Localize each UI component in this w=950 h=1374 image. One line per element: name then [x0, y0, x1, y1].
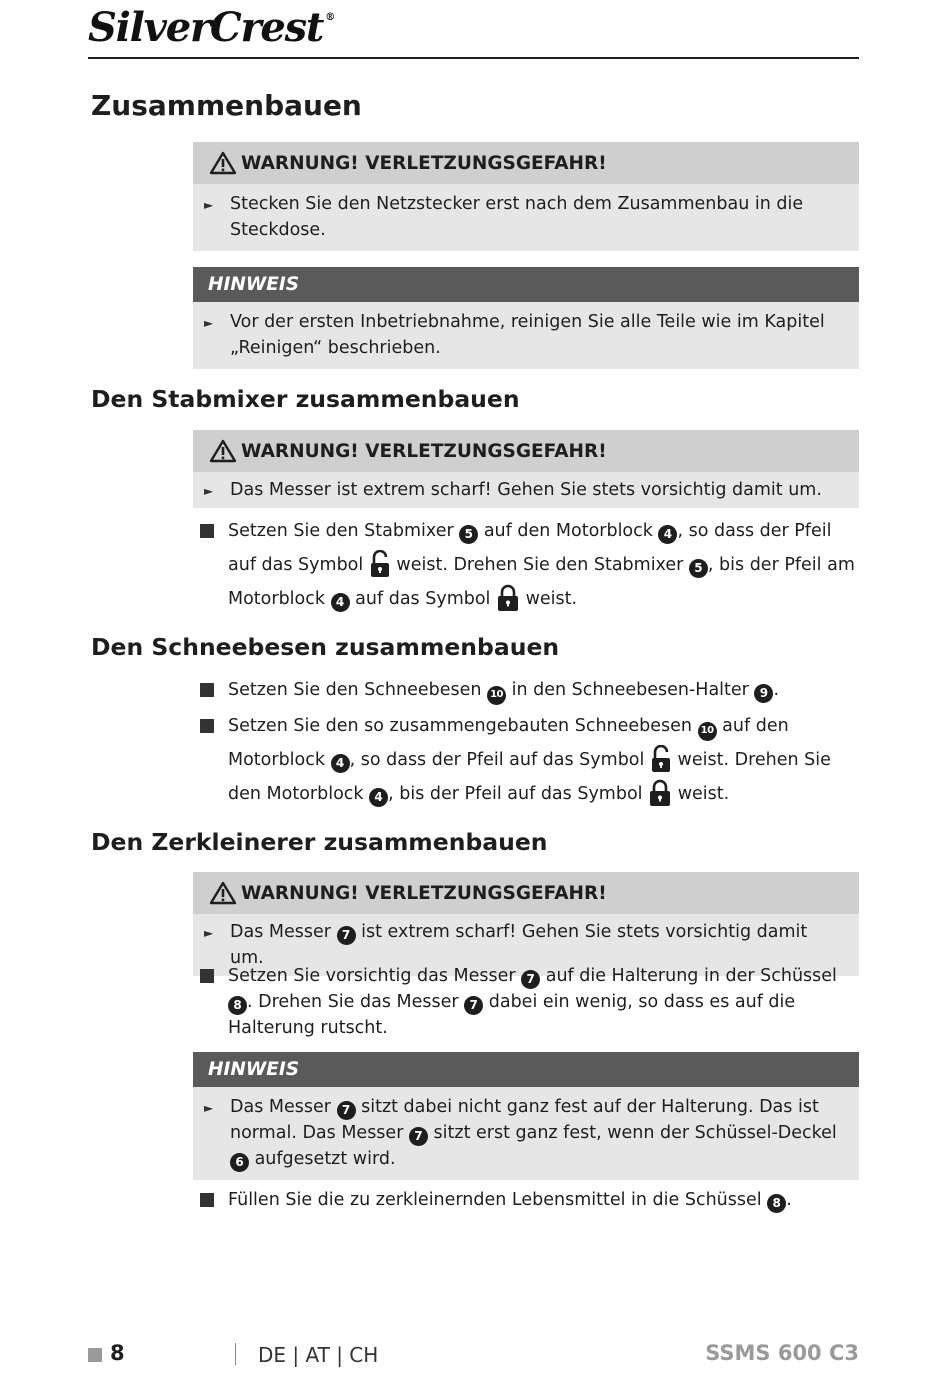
footer-divider [235, 1343, 236, 1365]
part-number-badge: 10 [487, 686, 506, 705]
part-number-badge: 7 [521, 970, 540, 989]
arrow-icon: ► [204, 316, 214, 330]
arrow-icon: ► [204, 926, 214, 940]
warning-body: ► Das Messer 7 ist extrem scharf! Gehen Sie stets vorsichtig damit um. [204, 922, 808, 968]
part-number-badge: 5 [689, 559, 708, 578]
warning-box [193, 872, 859, 976]
warning-header [193, 142, 859, 184]
note-box [193, 1052, 859, 1180]
arrow-icon: ► [204, 198, 214, 212]
warning-header [193, 430, 859, 472]
part-number-badge: 6 [230, 1153, 249, 1172]
header-rule [88, 57, 859, 59]
part-number-badge: 4 [658, 525, 677, 544]
arrow-icon: ► [204, 484, 214, 498]
model-number: SSMS 600 C3 [705, 1341, 859, 1365]
warning-header [193, 872, 859, 914]
instruction-text: Setzen Sie den so zusammengebauten Schneebesen 10 auf den Motorblock 4 , so dass der Pfeil auf das Symbol weist. Drehen Sie den Motorblock 4 , bis der Pfeil auf das Symbol weist. [228, 709, 860, 811]
instruction-text: Füllen Sie die zu zerkleinernden Lebensmittel in die Schüssel 8 . [228, 1187, 860, 1213]
warning-title: WARNUNG! VERLETZUNGSGEFAHR! [241, 152, 607, 174]
list-item [200, 963, 860, 1041]
part-number-badge: 9 [754, 684, 773, 703]
part-number-badge: 4 [331, 754, 350, 773]
brand-name: SilverCrest [88, 4, 324, 51]
warning-box [193, 142, 859, 251]
part-number-badge: 4 [331, 593, 350, 612]
note-box [193, 267, 859, 369]
instruction-text: Setzen Sie den Schneebesen 10 in den Schneebesen-Halter 9 . [228, 673, 860, 707]
footer-square [88, 1348, 102, 1362]
page-title: Zusammenbauen [91, 89, 362, 122]
part-number-badge: 8 [767, 1194, 786, 1213]
instruction-text: Setzen Sie den Stabmixer 5 auf den Motorblock 4 , so dass der Pfeil auf das Symbol weist. Drehen Sie den Stabmixer 5 , bis der Pfeil am Motorblock 4 auf das Symbol weist. [228, 514, 860, 616]
list-item [200, 709, 860, 811]
locked-padlock-icon [496, 584, 520, 612]
part-number-badge: 7 [464, 996, 483, 1015]
warning-triangle-icon [209, 439, 237, 463]
warning-body [193, 472, 859, 508]
part-number-badge: 4 [369, 788, 388, 807]
note-header: HINWEIS [193, 267, 859, 302]
page-footer [88, 1340, 859, 1370]
bullet-square [200, 969, 214, 983]
bullet-square [200, 719, 214, 733]
bullet-square [200, 683, 214, 697]
instruction-text: Setzen Sie vorsichtig das Messer 7 auf die Halterung in der Schüssel 8 . Drehen Sie das Messer 7 dabei ein wenig, so dass es auf die Halterung rutscht. [228, 966, 837, 1038]
note-body [193, 302, 859, 369]
warning-triangle-icon [209, 881, 237, 905]
part-number-badge: 7 [337, 1101, 356, 1120]
registered-mark: ® [325, 12, 335, 23]
warning-triangle-icon [209, 151, 237, 175]
warning-text: Stecken Sie den Netzstecker erst nach dem Zusammenbau in die Steckdose. [230, 194, 804, 240]
warning-text: Das Messer ist extrem scharf! Gehen Sie stets vorsichtig damit um. [230, 480, 822, 500]
note-header: HINWEIS [193, 1052, 859, 1087]
locked-padlock-icon [648, 779, 672, 807]
bullet-square [200, 1193, 214, 1207]
section-heading-stabmixer: Den Stabmixer zusammenbauen [91, 385, 520, 413]
part-number-badge: 7 [409, 1127, 428, 1146]
list-item [200, 1187, 860, 1213]
part-number-badge: 7 [337, 926, 356, 945]
note-text: Vor der ersten Inbetriebnahme, reinigen Sie alle Teile wie im Kapitel „Reinigen“ beschrieben. [230, 312, 825, 358]
arrow-icon: ► [204, 1101, 214, 1115]
language-codes: DE | AT | CH [258, 1343, 379, 1367]
warning-title: WARNUNG! VERLETZUNGSGEFAHR! [241, 440, 607, 462]
warning-body [193, 184, 859, 251]
list-item [200, 514, 860, 616]
unlocked-padlock-icon [650, 745, 672, 773]
note-body: ► Das Messer 7 sitzt dabei nicht ganz fest auf der Halterung. Das ist normal. Das Messer 7 sitzt erst ganz fest, wenn der Schüssel-Deckel 6 aufgesetzt wird. [193, 1087, 859, 1180]
part-number-badge: 10 [698, 722, 717, 741]
warning-title: WARNUNG! VERLETZUNGSGEFAHR! [241, 882, 607, 904]
brand-logo [88, 4, 334, 51]
part-number-badge: 8 [228, 996, 247, 1015]
warning-box [193, 430, 859, 508]
bullet-square [200, 524, 214, 538]
part-number-badge: 5 [459, 525, 478, 544]
page-number: 8 [110, 1341, 125, 1365]
section-heading-schneebesen: Den Schneebesen zusammenbauen [91, 633, 560, 661]
unlocked-padlock-icon [369, 550, 391, 578]
section-heading-zerkleinerer: Den Zerkleinerer zusammenbauen [91, 828, 548, 856]
list-item [200, 673, 860, 707]
